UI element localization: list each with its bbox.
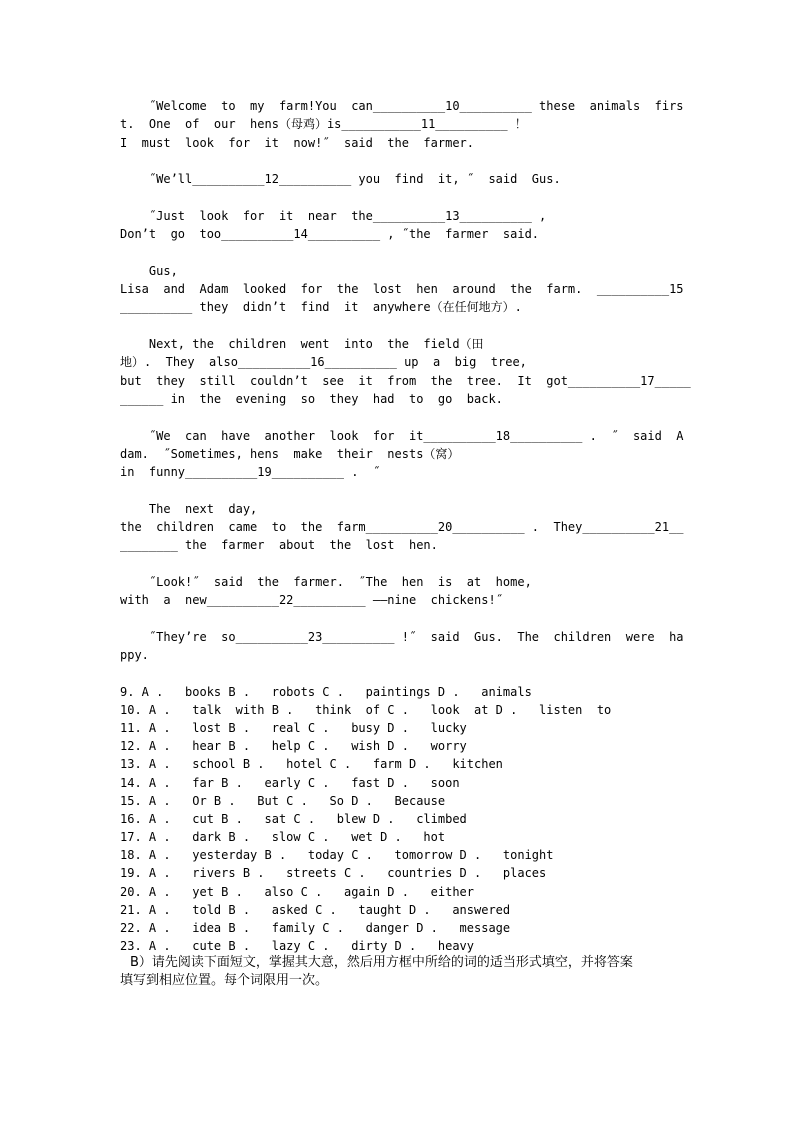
passage-line: Next, the children went into the field（田 [120, 337, 484, 351]
passage-line: in funny__________19__________ . ˝ [120, 465, 381, 479]
option-row: 10. A . talk with B . think of C . look at D . listen to [120, 703, 612, 717]
passage-line: ˝They’re so__________23__________ !˝ said Gus. The children were ha [120, 630, 684, 644]
passage-line: ˝Just look for it near the__________13__________ , [120, 209, 547, 223]
passage-line: ˝Welcome to my farm!You can__________10__________ these animals firs [120, 99, 684, 113]
passage-line: t. One of our hens（母鸡）is___________11__________ ！ [120, 117, 527, 131]
option-row: 21. A . told B . asked C . taught D . answered [120, 903, 511, 917]
passage-line: 地）. They also__________16__________ up a big tree, [120, 355, 527, 369]
passage-line: Gus, [120, 264, 178, 278]
passage-line: ˝We’ll__________12__________ you find it, ˝ said Gus. [120, 172, 561, 186]
passage-line: ______ in the evening so they had to go back. [120, 392, 503, 406]
passage-line: __________ they didn’t find it anywhere（在任何地方）. [120, 300, 522, 314]
passage-line: with a new__________22__________ ——nine chickens!˝ [120, 593, 503, 607]
option-row: 9. A . books B . robots C . paintings D . animals [120, 685, 532, 699]
option-row: 17. A . dark B . slow C . wet D . hot [120, 830, 446, 844]
passage-line: ppy. [120, 648, 149, 662]
option-row: 12. A . hear B . help C . wish D . worry [120, 739, 467, 753]
option-row: 15. A . Or B . But C . So D . Because [120, 794, 446, 808]
passage-line: dam. ˝Sometimes, hens make their nests（窝） [120, 447, 460, 461]
option-row: 22. A . idea B . family C . danger D . message [120, 921, 511, 935]
passage-line: Lisa and Adam looked for the lost hen around the farm. __________15 [120, 282, 684, 296]
section-instruction-cont: 填写到相应位置。每个词限用一次。 [120, 973, 329, 988]
passage-line: I must look for it now!˝ said the farmer. [120, 136, 475, 150]
option-row: 19. A . rivers B . streets C . countries D . places [120, 866, 547, 880]
option-row: 11. A . lost B . real C . busy D . lucky [120, 721, 467, 735]
passage-line: ˝We can have another look for it__________18__________ . ˝ said A [120, 429, 684, 443]
passage-line: but they still couldn’t see it from the tree. It got__________17_____ [120, 374, 691, 388]
option-row: 23. A . cute B . lazy C . dirty D . heavy [120, 939, 475, 953]
option-row: 20. A . yet B . also C . again D . either [120, 885, 475, 899]
option-row: 14. A . far B . early C . fast D . soon [120, 776, 460, 790]
passage-line: Don’t go too__________14__________ , ˝the farmer said. [120, 227, 540, 241]
section-instruction: B）请先阅读下面短文，掌握其大意，然后用方框中所给的词的适当形式填空，并将答案 [130, 955, 633, 970]
passage-line: ˝Look!˝ said the farmer. ˝The hen is at home, [120, 575, 532, 589]
passage-line: ________ the farmer about the lost hen. [120, 538, 438, 552]
passage-line: The next day, [120, 502, 258, 516]
option-row: 16. A . cut B . sat C . blew D . climbed [120, 812, 467, 826]
passage-line: the children came to the farm__________20__________ . They__________21__ [120, 520, 684, 534]
option-row: 18. A . yesterday B . today C . tomorrow D . tonight [120, 848, 554, 862]
option-row: 13. A . school B . hotel C . farm D . kitchen [120, 757, 503, 771]
